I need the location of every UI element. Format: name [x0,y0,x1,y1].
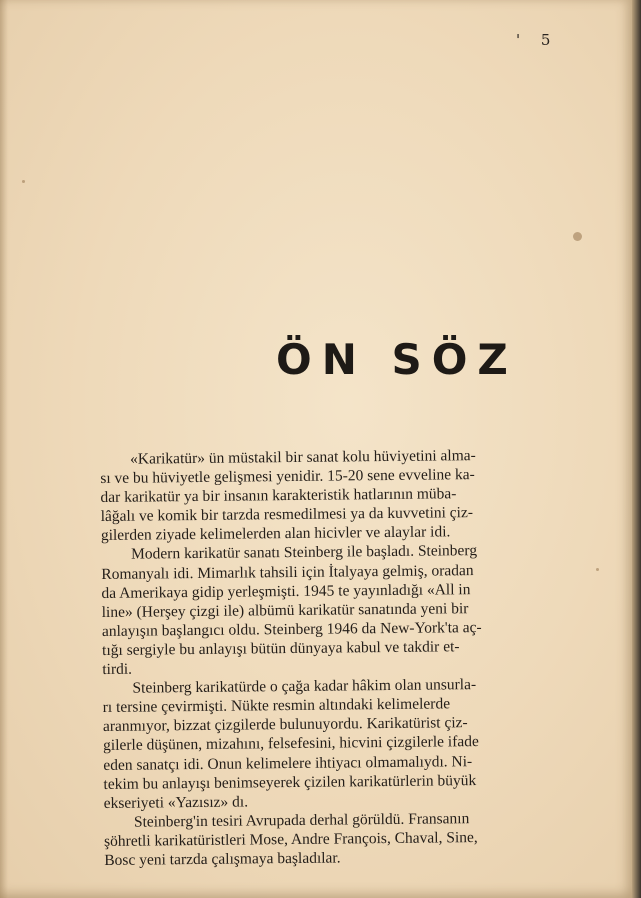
text-line: da Amerikaya gidip yerleşmişti. 1945 te yayınladığı «All in [101,580,471,602]
paper-stain [22,180,25,183]
text-line: şöhretli karikatüristleri Mose, Andre François, Chaval, Sine, [104,828,478,850]
text-line: tekim bu anlayışı benimseyerek çizilen karikatürlerin büyük [103,771,477,793]
text-line: lâğalı ve komik bir tarzda resmedilmesi ya da kuvvetini çiz- [100,504,474,526]
page-number: ' 5 [516,31,559,49]
text-line: anlayışın başlangıcı oldu. Steinberg 1946 da New-York'ta aç- [101,618,482,640]
text-line: eden sanatçı idi. Onun kelimelere ihtiyacı olmamalıydı. Ni- [103,752,473,774]
text-line: Bosc yeni tarzda çalışmaya başladılar. [104,849,341,869]
page-title: ÖN SÖZ [276,335,518,384]
text-line: gilerden ziyade kelimelerden alan hicivler ve alaylar idi. [100,523,451,545]
text-line: rı tersine çevirmişti. Nükte resmin altındaki kelimelerde [102,695,451,717]
text-line: aranmıyor, bizzat çizgilerde bulunuyordu. Karikatürist çiz- [102,714,468,736]
text-line: dar karikatür ya bir insanın karakteristik hatlarının müba- [100,485,457,507]
text-line: tığı sergiyle bu anlayışı bütün dünyaya kabul ve takdir et- [102,638,460,659]
text-line: tirdi. [102,660,133,679]
paper-stain [573,232,582,241]
text-line: Modern karikatür sanatı Steinberg ile başladı. Steinberg [131,542,478,564]
paragraph [100,445,569,545]
page-edge [632,0,641,898]
text-line: ekseriyeti «Yazısız» dı. [103,793,249,812]
body-text [100,445,572,870]
text-line: gilerle düşünen, mizahını, felsefesini, hicvini çizgilerle ifade [103,733,479,755]
text-line: Steinberg'in tesiri Avrupada derhal görüldü. Fransanın [133,809,470,831]
text-line: Romanyalı idi. Mimarlık tahsili için İtalyaya gelmiş, oradan [101,561,474,583]
paragraph [102,674,571,813]
text-line: Steinberg karikatürde o çağa kadar hâkim olan unsurla- [132,676,477,697]
paragraph [101,541,570,680]
paragraph [104,808,573,870]
text-line: «Karikatür» ün müstakil bir sanat kolu hüviyetini alma- [130,447,476,468]
text-line: sı ve bu hüviyetle gelişmesi yenidir. 15-20 sene evveline ka- [100,466,475,488]
paper-stain [596,568,599,571]
page-spine-shadow [0,0,8,898]
text-line: line» (Herşey çizgi ile) albümü karikatür sanatında yeni bir [101,599,469,621]
